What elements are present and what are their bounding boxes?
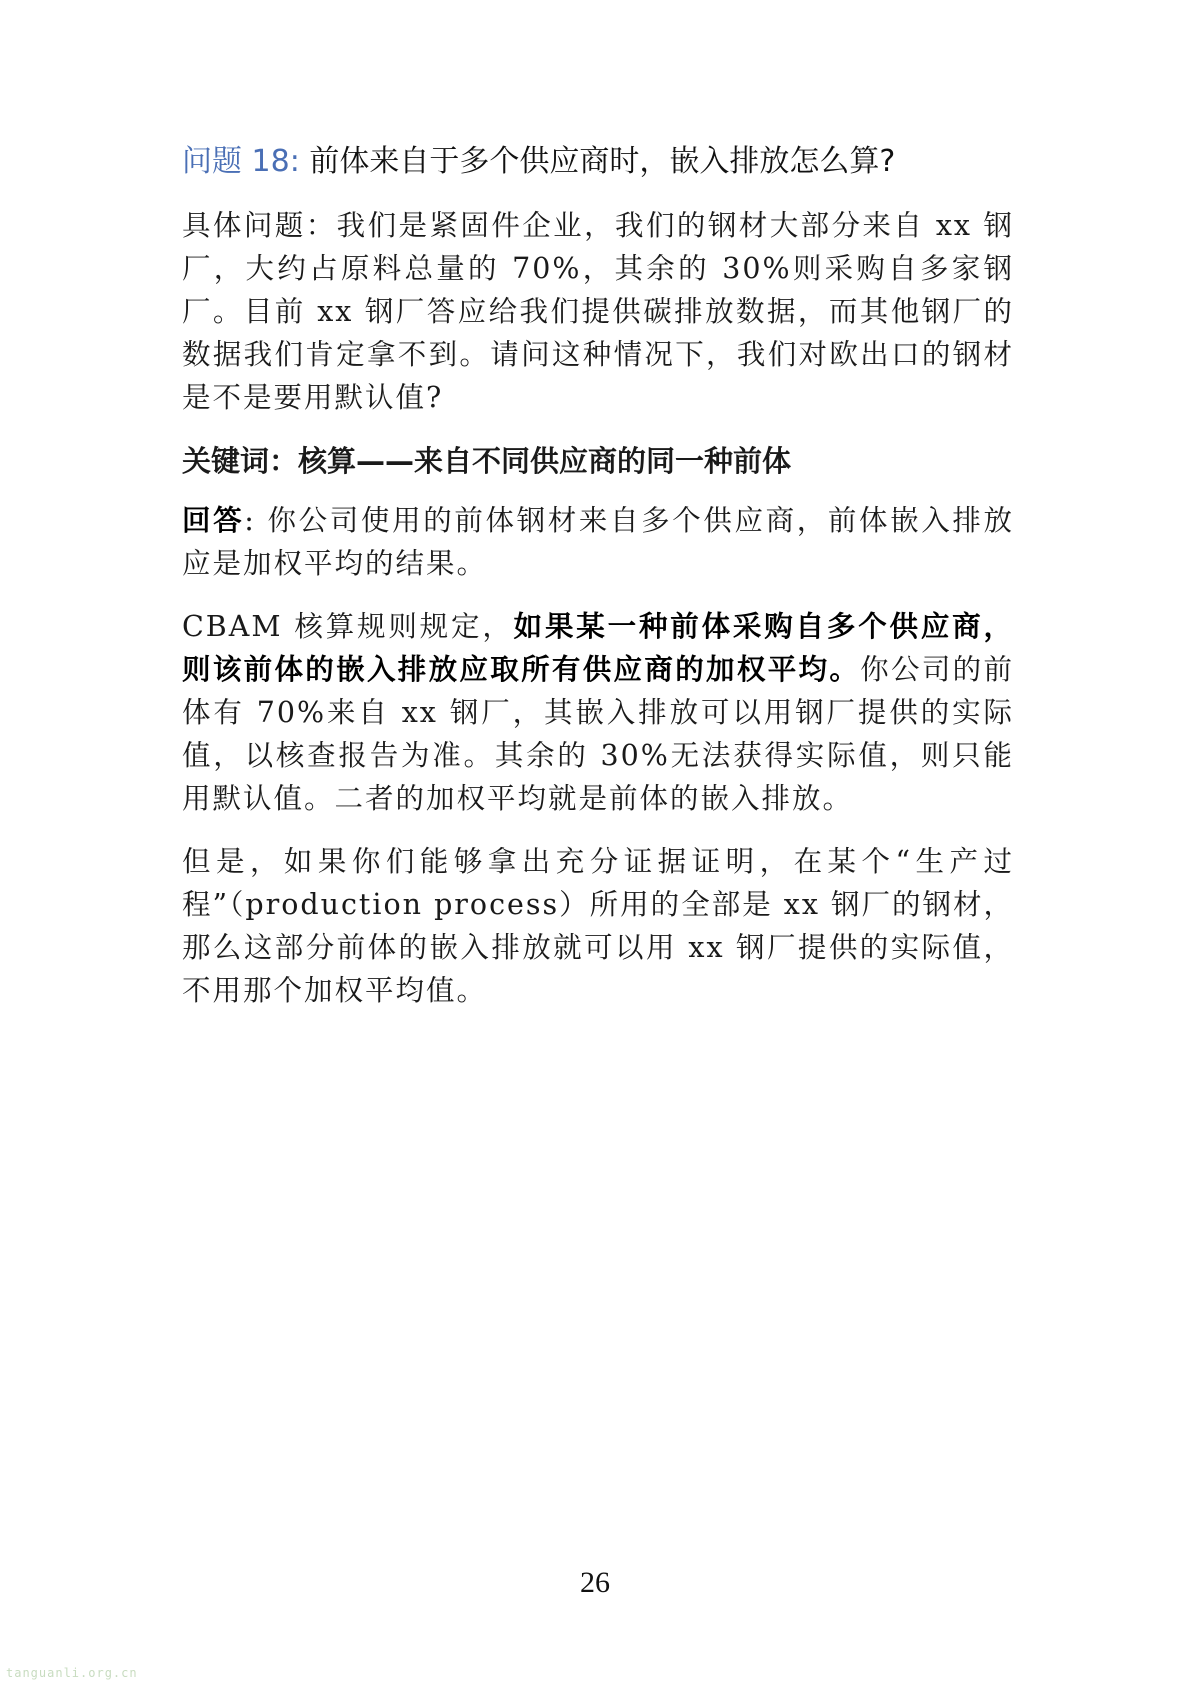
question-label: 问题 18: [182, 144, 300, 179]
page-number: 26 [580, 1566, 610, 1599]
answer-paragraph [182, 499, 1014, 585]
rule-lead: CBAM 核算规则规定， [182, 610, 514, 643]
question-heading [182, 140, 1014, 184]
keywords-line: 关键词：核算——来自不同供应商的同一种前体 [182, 444, 792, 478]
answer-text: : 你公司使用的前体钢材来自多个供应商，前体嵌入排放应是加权平均的结果。 [182, 504, 1014, 580]
question-details: 具体问题：我们是紧固件企业，我们的钢材大部分来自 xx 钢厂，大约占原料总量的 70%，其余的 30%则采购自多家钢厂。目前 xx 钢厂答应给我们提供碳排放数据，而其他钢厂的数据我们肯定拿不到。请问这种情况下，我们对欧出口的钢材是不是要用默认值? [182, 209, 1014, 414]
watermark: tanguanli.org.cn [6, 1666, 138, 1680]
rule-paragraph [182, 605, 1014, 820]
exception-paragraph: 但是，如果你们能够拿出充分证据证明，在某个“生产过程”（production process）所用的全部是 xx 钢厂的钢材，那么这部分前体的嵌入排放就可以用 xx 钢厂提供的实际值，不用那个加权平均值。 [182, 845, 1014, 1007]
answer-label: 回答 [182, 503, 245, 537]
rule-tail: 你公司的前体有 70%来自 xx 钢厂，其嵌入排放可以用钢厂提供的实际值，以核查报告为准。其余的 30%无法获得实际值，则只能用默认值。二者的加权平均就是前体的嵌入排放。 [182, 653, 1014, 815]
question-text: 前体来自于多个供应商时，嵌入排放怎么算? [309, 144, 896, 179]
page-content [182, 140, 1014, 1032]
rule-bold: 如果某一种前体采购自多个供应商，则该前体的嵌入排放应取所有供应商的加权平均。 [182, 609, 1014, 686]
